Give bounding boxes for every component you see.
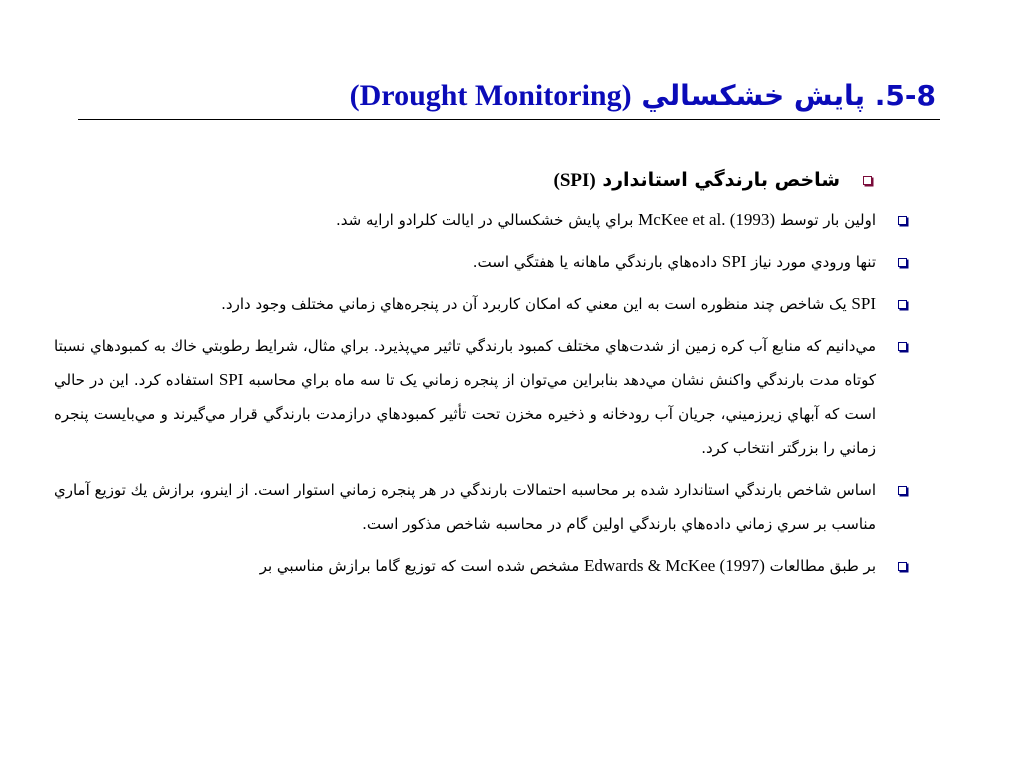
bullet-text-latin: SPI — [218, 370, 244, 389]
bullet-text-after: مشخص شده است که توزيع گاما برازش مناسبي بر — [259, 557, 585, 575]
bullet-text-before: شاخص بارندگي استاندارد — [595, 169, 840, 191]
square-bullet-icon — [898, 300, 907, 309]
square-bullet-icon — [898, 342, 907, 351]
bullet-text-before: بر طبق مطالعات — [764, 557, 876, 575]
bullet-text-after: داده‌هاي بارندگي ماهانه يا هفتگي است. — [472, 253, 722, 271]
bullet-list — [54, 160, 876, 591]
bullet-text-latin: SPI — [721, 252, 747, 271]
bullet-text-after: یک شاخص چند منظوره است به اين معني که امکان کاربرد آن در پنجره‌هاي زماني مختلف وجود دارد. — [221, 295, 852, 313]
bullet-text-before: مي‌دانيم که منابع آب کره زمين از شدت‌هاي مختلف کمبود بارندگي تاثير مي‌پذيرد. براي مثال، شرايط رطوبتي خاك به کمبودهاي نسبتا کوتاه مدت بارندگي واکنش نشان مي‌دهد بنابراين مي‌توان از پنجره زماني یک تا سه ماه براي محاسبه — [54, 337, 876, 389]
bullet-text-latin: McKee et al. (1993) — [638, 210, 776, 229]
bullet-item-origin — [54, 203, 876, 237]
bullet-text-latin: (SPI) — [553, 170, 596, 191]
title-divider — [78, 119, 940, 120]
bullet-item-water-resources — [54, 329, 876, 465]
bullet-text-before: اساس شاخص بارندگي استاندارد شده بر محاسبه احتمالات بارندگي در هر پنجره زماني استوار است. از اينرو، برازش يك توزيع آماري مناسب بر سري زماني داده‌هاي بارندگي اولين گام در محاسبه شاخص مذکور است. — [54, 481, 876, 533]
bullet-text-latin: Edwards & McKee (1997) — [584, 556, 765, 575]
bullet-item-spi-heading — [54, 160, 876, 201]
slide-title-text: 5-8. پایش خشکسالي — [631, 79, 936, 112]
bullet-text-before: اولين بار توسط — [775, 211, 876, 229]
square-bullet-icon — [863, 176, 872, 185]
bullet-text-after: براي پايش خشکسالي در ايالت کلرادو ارايه شد. — [336, 211, 639, 229]
slide-title-latin: (Drought Monitoring) — [349, 79, 632, 112]
square-bullet-icon — [898, 216, 907, 225]
slide-title — [76, 76, 936, 116]
bullet-item-input — [54, 245, 876, 279]
bullet-item-gamma-distribution — [54, 549, 876, 583]
bullet-text-before: تنها ورودي مورد نياز — [746, 253, 876, 271]
bullet-item-multipurpose — [54, 287, 876, 321]
bullet-item-probability-basis — [54, 473, 876, 541]
bullet-text-after: استفاده کرد. اين در حالي است که آبهاي زيرزميني، جريان آب رودخانه و ذخيره مخزن تحت تأثير کمبودهاي درازمدت بارندگي قرار مي‌گيرند و مي‌بايست پنجره زماني را بزرگتر انتخاب کرد. — [54, 371, 876, 457]
square-bullet-icon — [898, 562, 907, 571]
bullet-text-latin: SPI — [851, 294, 876, 313]
square-bullet-icon — [898, 486, 907, 495]
square-bullet-icon — [898, 258, 907, 267]
